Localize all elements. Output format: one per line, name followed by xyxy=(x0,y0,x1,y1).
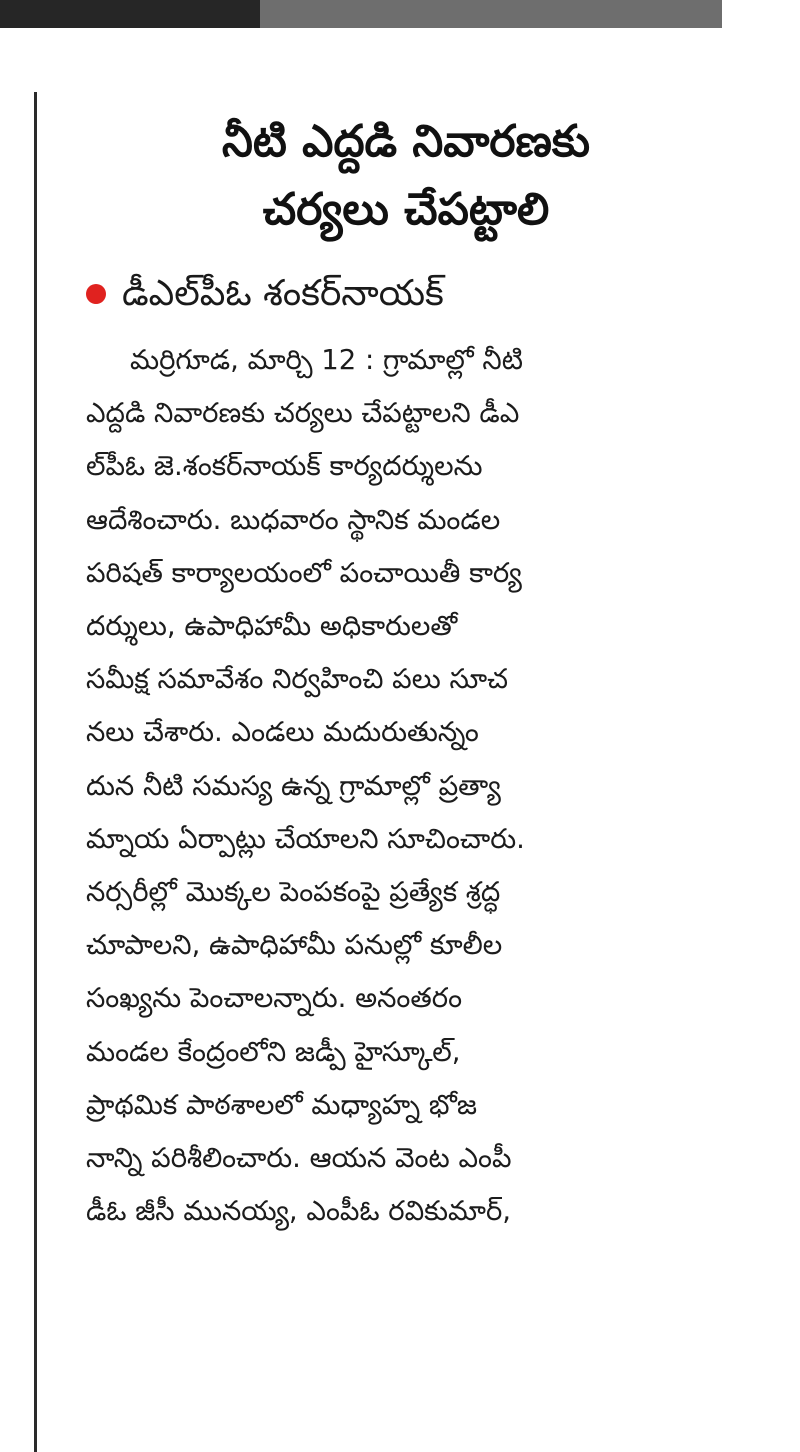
body-line: మర్రిగూడ, మార్చి 12 : గ్రామాల్లో నీటి xyxy=(130,344,523,376)
body-line: దర్శులు, ఉపాధిహామీ అధికారులతో xyxy=(86,610,458,643)
body-line: మ్నాయ ఏర్పాట్లు చేయాలని సూచించారు. xyxy=(86,822,525,855)
body-line: నలు చేశారు. ఎండలు మదురుతున్నం xyxy=(86,716,479,749)
body-line: మండల కేంద్రంలోని జడ్పీ హైస్కూల్, xyxy=(86,1035,461,1068)
headline-line-1: నీటి ఎద్దడి నివారణకు xyxy=(221,116,591,167)
body-line: సమీక్ష సమావేశం నిర్వహించి పలు సూచ xyxy=(86,663,509,696)
top-banner-grey-segment xyxy=(260,0,722,28)
body-line: ఆదేశించారు. బుధవారం స్థానిక మండల xyxy=(86,503,501,536)
red-bullet-icon xyxy=(86,284,106,304)
top-banner-dark-segment xyxy=(0,0,260,28)
body-line: ఎద్దడి నివారణకు చర్యలు చేపట్టాలని డీఎ xyxy=(86,397,520,430)
article-body xyxy=(86,334,726,1238)
body-line: ప్రాథమిక పాఠశాలలో మధ్యాహ్న భోజ xyxy=(86,1088,477,1121)
body-line: సంఖ్యను పెంచాలన్నారు. అనంతరం xyxy=(86,982,463,1015)
column-divider xyxy=(34,92,37,1452)
top-banner-bar xyxy=(0,0,722,28)
body-line: పరిషత్ కార్యాలయంలో పంచాయితీ కార్య xyxy=(86,556,522,589)
body-line: నర్సరీల్లో మొక్కల పెంపకంపై ప్రత్యేక శ్రద్ధ xyxy=(86,876,501,909)
body-line: దున నీటి సమస్య ఉన్న గ్రామాల్లో ప్రత్యా xyxy=(86,769,501,802)
body-line: నాన్ని పరిశీలించారు. ఆయన వెంట ఎంపీ xyxy=(86,1142,512,1175)
news-article xyxy=(86,108,726,1238)
article-headline xyxy=(86,108,726,244)
body-line: ల్‌పీఓ జె.శంకర్‌నాయక్ కార్యదర్శులను xyxy=(86,450,483,483)
article-subheading xyxy=(86,270,726,318)
headline-line-2: చర్యలు చేపట్టాలి xyxy=(262,184,550,235)
body-line: చూపాలని, ఉపాధిహామీ పనుల్లో కూలీల xyxy=(86,929,503,962)
body-line: డీఓ జీసీ మునయ్య, ఎంపీఓ రవికుమార్, xyxy=(86,1195,511,1228)
subheading-text: డీఎల్‌పీఓ శంకర్‌నాయక్ xyxy=(122,273,444,314)
